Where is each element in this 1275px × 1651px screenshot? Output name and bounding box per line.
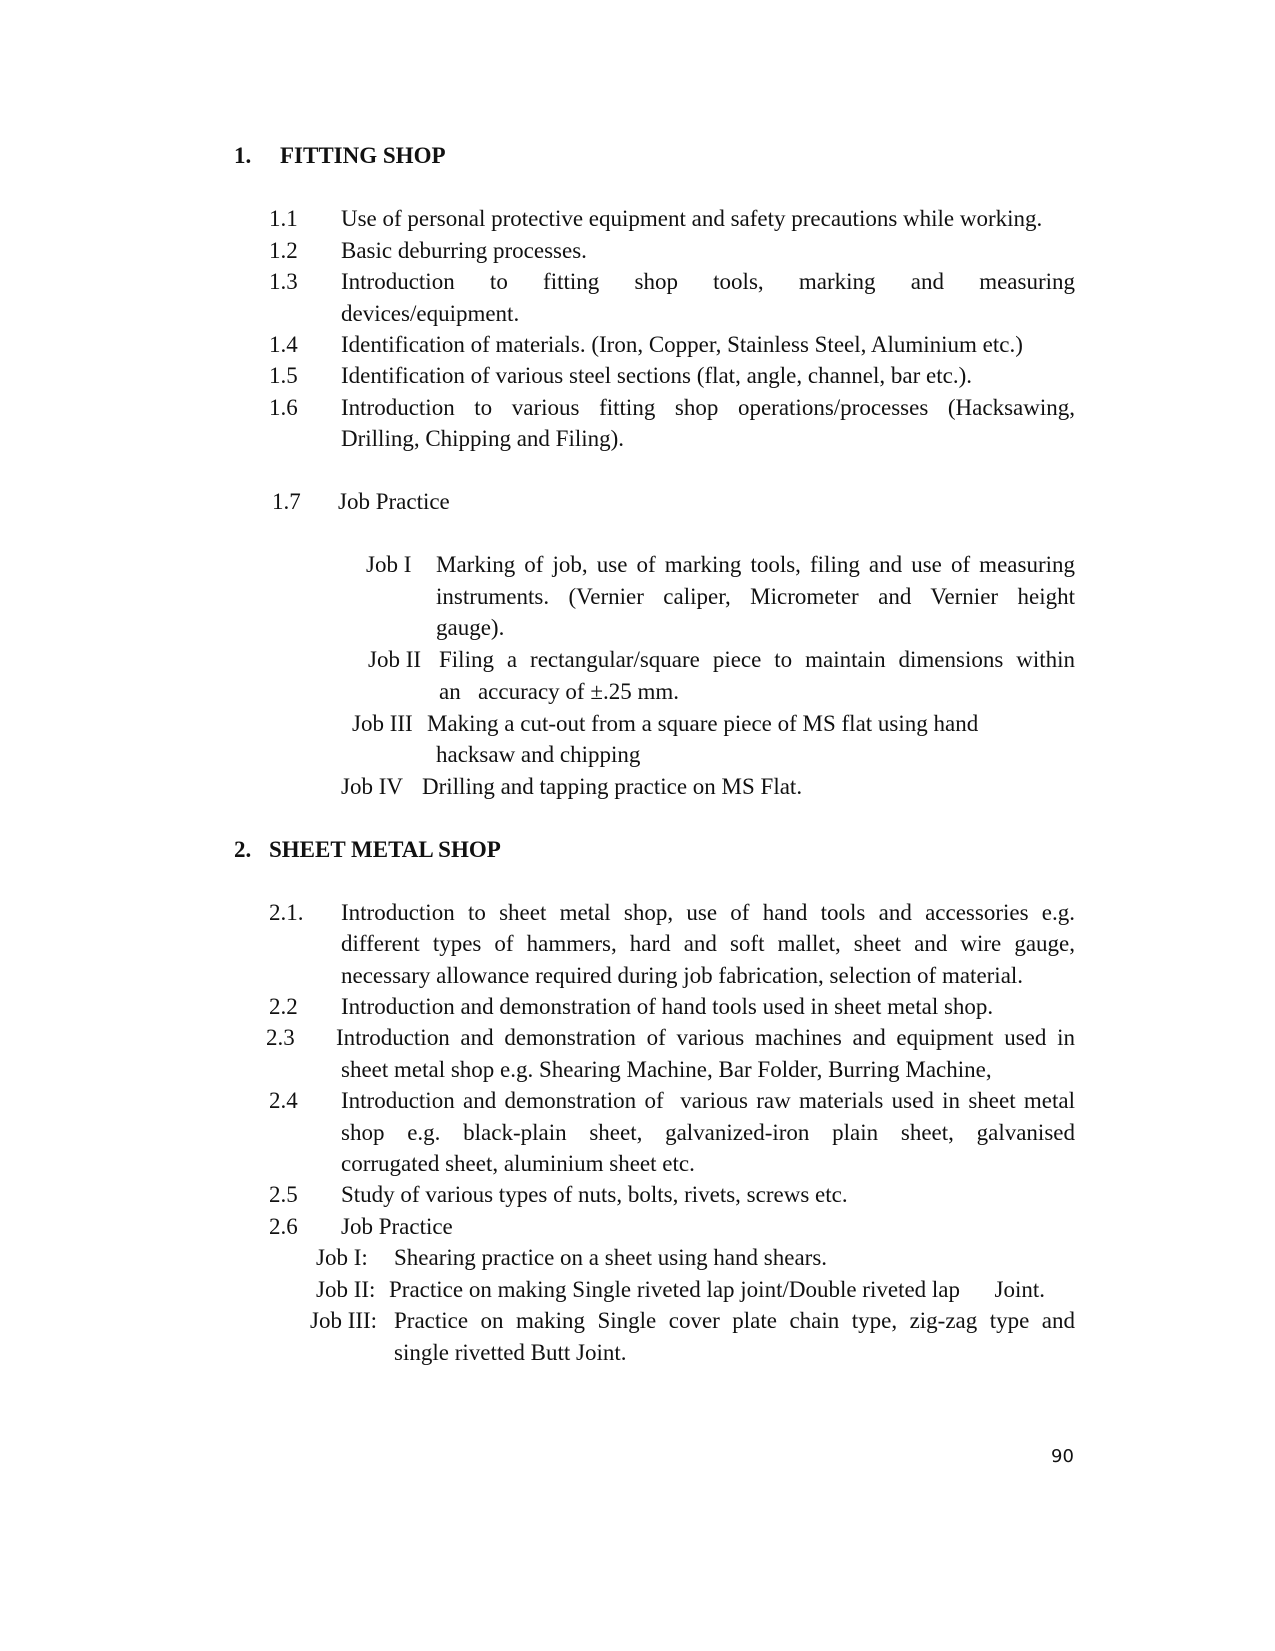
job-label: Job IV (341, 774, 403, 799)
item-number: 1.2 (269, 238, 298, 263)
item-number: 1.7 (272, 489, 301, 514)
item-text: Introduction to various fitting shop operations/processes (Hacksawing, (341, 395, 1075, 420)
item-text: Identification of various steel sections (flat, angle, channel, bar etc.). (341, 363, 972, 388)
item-text: Basic deburring processes. (341, 238, 587, 263)
section-1-title: FITTING SHOP (280, 143, 446, 168)
item-text: corrugated sheet, aluminium sheet etc. (341, 1151, 695, 1176)
job-label: Job II (368, 647, 422, 672)
section-2-title: SHEET METAL SHOP (269, 837, 501, 862)
item-text: Job Practice (341, 1214, 453, 1239)
job-text: Practice on making Single riveted lap joint/Double riveted lap Joint. (389, 1277, 1045, 1302)
item-number: 2.5 (269, 1182, 298, 1207)
job-label: Job I: (316, 1245, 368, 1270)
job-text: Making a cut-out from a square piece of MS flat using hand (427, 711, 979, 736)
item-number: 2.1. (269, 900, 304, 925)
item-text: Introduction to sheet metal shop, use of hand tools and accessories e.g. (341, 900, 1075, 925)
item-text: shop e.g. black-plain sheet, galvanized-iron plain sheet, galvanised (341, 1120, 1075, 1145)
item-number: 2.3 (266, 1025, 295, 1050)
job-text: Practice on making Single cover plate chain type, zig-zag type and (394, 1308, 1075, 1333)
job-label: Job III: (310, 1308, 378, 1333)
job-text: Marking of job, use of marking tools, filing and use of measuring (436, 552, 1075, 577)
job-text: an accuracy of ±.25 mm. (439, 679, 679, 704)
item-text: Introduction and demonstration of various raw materials used in sheet metal (341, 1088, 1075, 1113)
item-text: Introduction and demonstration of various machines and equipment used in (336, 1025, 1075, 1050)
item-number: 1.1 (269, 206, 298, 231)
item-text: Job Practice (338, 489, 450, 514)
item-text: devices/equipment. (341, 301, 520, 326)
item-text: Drilling, Chipping and Filing). (341, 426, 625, 451)
item-number: 1.3 (269, 269, 298, 294)
page-number: 90 (1051, 1446, 1074, 1467)
item-number: 2.6 (269, 1214, 298, 1239)
item-text: Identification of materials. (Iron, Copper, Stainless Steel, Aluminium etc.) (341, 332, 1023, 357)
job-text: hacksaw and chipping (436, 742, 641, 767)
job-text: single rivetted Butt Joint. (394, 1340, 627, 1365)
item-text: Introduction and demonstration of hand tools used in sheet metal shop. (341, 994, 994, 1019)
item-number: 1.5 (269, 363, 298, 388)
job-text: gauge). (436, 615, 505, 640)
item-text: different types of hammers, hard and soft mallet, sheet and wire gauge, (341, 931, 1075, 956)
item-text: Study of various types of nuts, bolts, rivets, screws etc. (341, 1182, 848, 1207)
job-text: Drilling and tapping practice on MS Flat. (422, 774, 803, 799)
item-number: 1.4 (269, 332, 298, 357)
item-number: 2.2 (269, 994, 298, 1019)
section-2-number: 2. (234, 837, 252, 862)
job-text: instruments. (Vernier caliper, Micrometer and Vernier height (436, 584, 1075, 609)
item-text: Use of personal protective equipment and safety precautions while working. (341, 206, 1043, 231)
item-text: necessary allowance required during job fabrication, selection of material. (341, 963, 1024, 988)
item-text: sheet metal shop e.g. Shearing Machine, Bar Folder, Burring Machine, (341, 1057, 992, 1082)
item-number: 1.6 (269, 395, 298, 420)
job-text: Shearing practice on a sheet using hand shears. (394, 1245, 828, 1270)
job-label: Job III (352, 711, 413, 736)
item-text: Introduction to fitting shop tools, marking and measuring (341, 269, 1075, 294)
job-label: Job II: (316, 1277, 376, 1302)
section-1-number: 1. (234, 143, 252, 168)
item-number: 2.4 (269, 1088, 298, 1113)
job-label: Job I (366, 552, 412, 577)
job-text: Filing a rectangular/square piece to maintain dimensions within (439, 647, 1075, 672)
